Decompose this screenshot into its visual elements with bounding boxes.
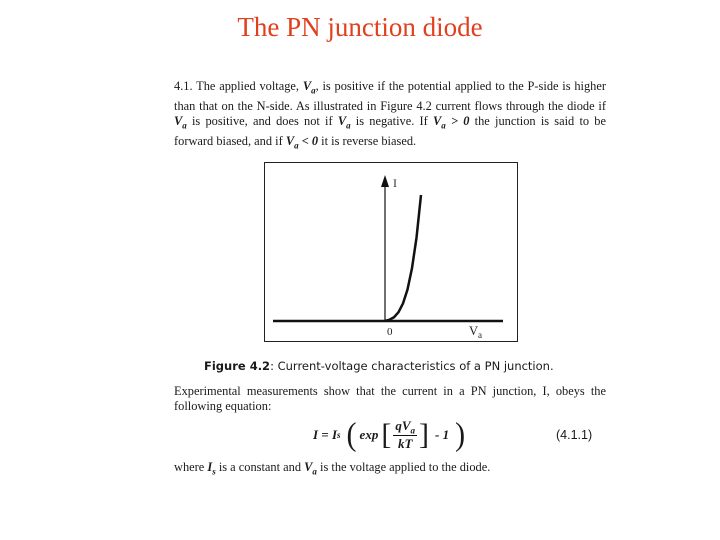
equation-number: (4.1.1) [556, 428, 593, 442]
diode-equation: I = I s ( exp [ $\frac{qV_a}{kT}$ ] - 1 ) [313, 416, 466, 453]
va-symbol: $V_a < 0$ [285, 134, 319, 151]
origin-label: 0 [387, 326, 393, 338]
iv-characteristic-figure [264, 162, 518, 342]
va-symbol: $V_a$ [337, 114, 351, 131]
figure-caption: Figure 4.2: Current-voltage characteristics of a PN junction. [204, 359, 554, 373]
slide-title: The PN junction diode [237, 12, 483, 42]
x-axis-label: $V_a$ [469, 324, 483, 340]
va-symbol: $V_a$ [302, 79, 316, 96]
iv-curve [385, 195, 421, 321]
definition-paragraph: where $I_s$ is a constant and $V_a$ is the voltage applied to the diode. [174, 460, 491, 477]
y-axis-arrow-icon [381, 175, 389, 187]
experiment-paragraph: Experimental measurements show that the current in a PN junction, I, obeys the following equation: [174, 384, 606, 414]
iv-plot [265, 163, 519, 343]
va-symbol: $V_a$ [174, 114, 187, 131]
intro-paragraph: 4.1. The applied voltage, $V_a$, is positive if the potential applied to the P-side is higher than that on the N-side. As illustrated in Figure 4.2 current flows through the diode if $V_a$ is positive, and does not if $V_a$ is negative. If $V_a > 0$ the junction is said to be forward biased, and if $V_a < 0$ it is reverse biased. [174, 79, 607, 151]
y-axis-label: I [393, 176, 397, 190]
equation-fraction: $\frac{qV_a}{kT}$ [395, 417, 415, 452]
va-symbol: $V_a > 0$ [433, 114, 470, 131]
